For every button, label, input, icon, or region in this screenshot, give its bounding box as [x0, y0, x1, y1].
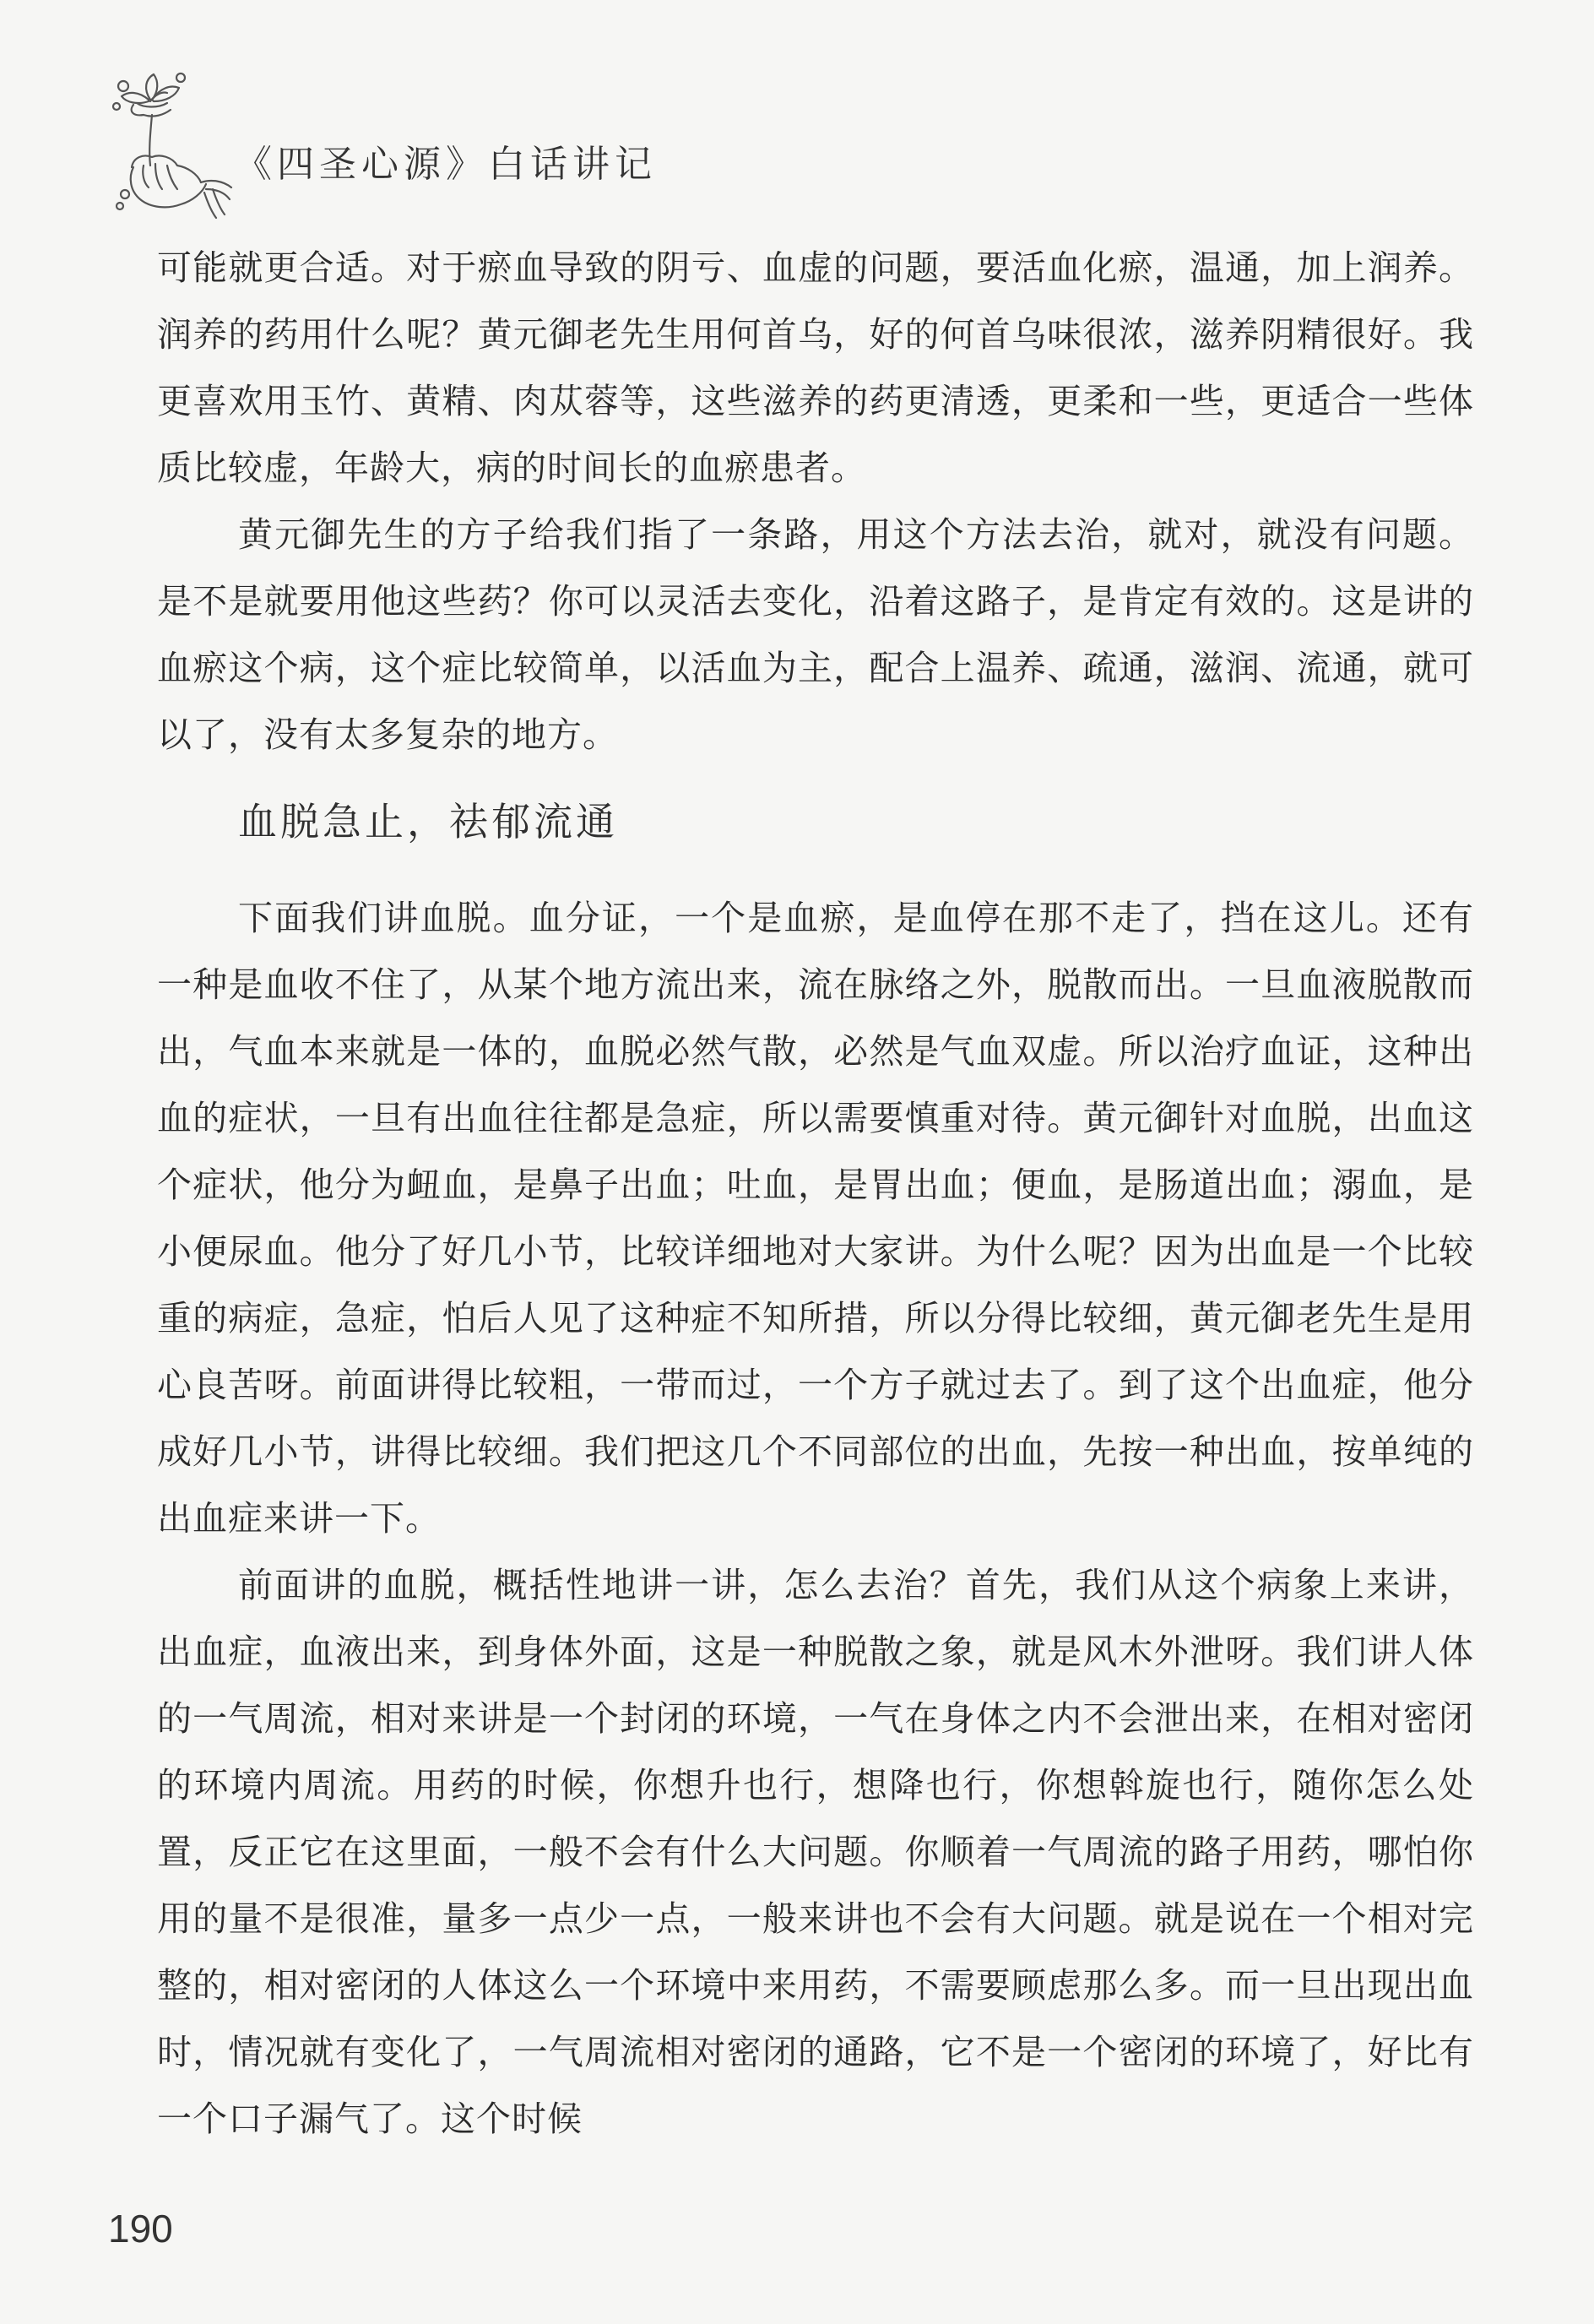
paragraph: 下面我们讲血脱。血分证，一个是血瘀，是血停在那不走了，挡在这儿。还有一种是血收不住了，从某个地方流出来，流在脉络之外，脱散而出。一旦血液脱散而出，气血本来就是一体的，血脱必然气散，必然是气血双虚。所以治疗血证，这种出血的症状，一旦有出血往往都是急症，所以需要慎重对待。黄元御针对血脱，出血这个症状，他分为衄血，是鼻子出血；吐血，是胃出血；便血，是肠道出血；溺血，是小便尿血。他分了好几小节，比较详细地对大家讲。为什么呢？因为出血是一个比较重的病症，急症，怕后人见了这种症不知所措，所以分得比较细，黄元御老先生是用心良苦呀。前面讲得比较粗，一带而过，一个方子就过去了。到了这个出血症，他分成好几小节，讲得比较细。我们把这几个不同部位的出血，先按一种出血，按单纯的出血症来讲一下。: [157, 898, 1474, 1539]
lotus-hand-icon: [100, 66, 252, 226]
paragraph: 可能就更合适。对于瘀血导致的阴亏、血虚的问题，要活血化瘀，温通，加上润养。润养的药用什么呢？黄元御老先生用何首乌，好的何首乌味很浓，滋养阴精很好。我更喜欢用玉竹、黄精、肉苁蓉等，这些滋养的药更清透，更柔和一些，更适合一些体质比较虚，年龄大，病的时间长的血瘀患者。: [157, 247, 1474, 488]
paragraph: 黄元御先生的方子给我们指了一条路，用这个方法去治，就对，就没有问题。是不是就要用他这些药？你可以灵活去变化，沿着这路子，是肯定有效的。这是讲的血瘀这个病，这个症比较简单，以活血为主，配合上温养、疏通，滋润、流通，就可以了，没有太多复杂的地方。: [157, 514, 1474, 755]
section-heading: 血脱急止，祛郁流通: [238, 799, 618, 844]
paragraph: 前面讲的血脱，概括性地讲一讲，怎么去治？首先，我们从这个病象上来讲，出血症，血液出来，到身体外面，这是一种脱散之象，就是风木外泄呀。我们讲人体的一气周流，相对来讲是一个封闭的环境，一气在身体之内不会泄出来，在相对密闭的环境内周流。用药的时候，你想升也行，想降也行，你想斡旋也行，随你怎么处置，反正它在这里面，一般不会有什么大问题。你顺着一气周流的路子用药，哪怕你用的量不是很准，量多一点少一点，一般来讲也不会有大问题。就是说在一个相对完整的，相对密闭的人体这么一个环境中来用药，不需要顾虑那么多。而一旦出现出血时，情况就有变化了，一气周流相对密闭的通路，它不是一个密闭的环境了，好比有一个口子漏气了。这个时候: [157, 1565, 1474, 2139]
page-number: 190: [108, 2207, 173, 2251]
page-header: [100, 66, 859, 235]
page-body: [157, 235, 1474, 2153]
book-title: 《四圣心源》白话讲记: [235, 143, 657, 186]
